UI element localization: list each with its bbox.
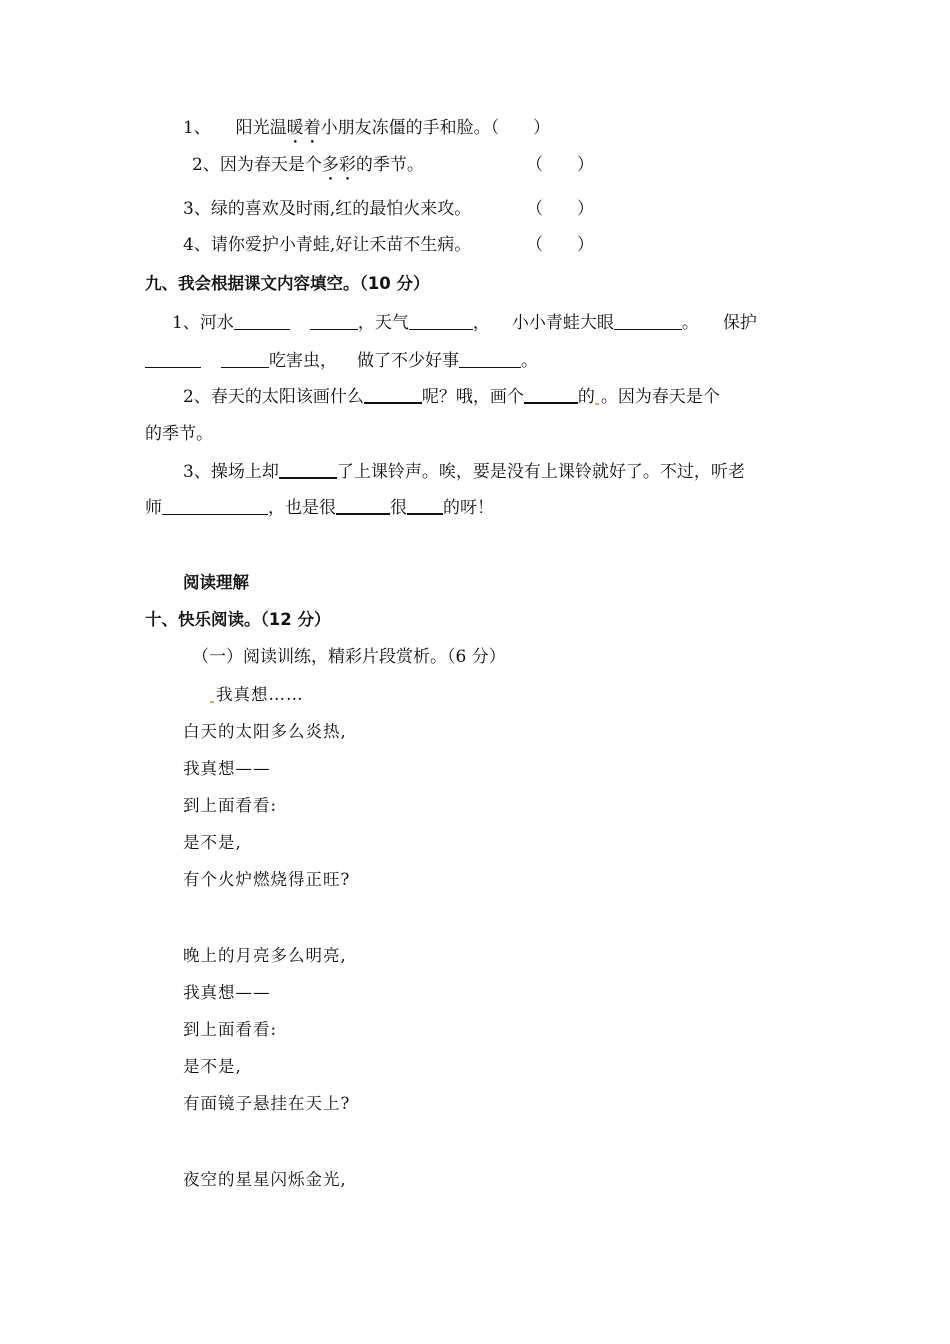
item-text: 请你爱护小青蛙,好让禾苗不生病。 xyxy=(210,235,472,255)
blank-input[interactable] xyxy=(364,386,422,404)
blank-input[interactable] xyxy=(234,313,290,330)
q3-text: 3、操场上却 xyxy=(183,462,279,482)
highlight-mark xyxy=(210,701,214,703)
q1-text: ，天气 xyxy=(357,313,409,333)
poem-line: 我真想—— xyxy=(183,983,271,1002)
blank-input[interactable] xyxy=(409,313,473,330)
poem-line: 到上面看看: xyxy=(183,796,278,815)
blank-input[interactable] xyxy=(221,351,269,368)
judge-item-4 xyxy=(183,234,471,256)
section-9-heading: 九、我会根据课文内容填空。（10 分） xyxy=(145,274,430,293)
q1-text: 。 xyxy=(681,313,699,333)
blank-input[interactable] xyxy=(279,461,337,479)
poem-line: 夜空的星星闪烁金光, xyxy=(183,1170,347,1189)
q1-text: 保护 xyxy=(722,313,757,333)
answer-bracket[interactable]: （ ） xyxy=(490,118,551,138)
q3-text: ，也是很 xyxy=(268,498,336,518)
item-number: 4、 xyxy=(183,235,211,255)
q3-text: 师 xyxy=(145,498,162,518)
q1-text: 做了不少好事 xyxy=(357,351,459,371)
fill-q3-line2 xyxy=(145,497,494,519)
q2-text: 。因为春天是个 xyxy=(600,387,720,407)
poem-line: 是不是, xyxy=(183,833,242,852)
fill-q2-line1 xyxy=(183,386,720,408)
blank-input[interactable] xyxy=(524,386,578,404)
q2-text: 2、春天的太阳该画什么 xyxy=(183,387,364,407)
q3-text: 了上课铃声。唉，要是没有上课铃就好了。不过，听老 xyxy=(336,462,745,482)
item-text-post: 的季节。 xyxy=(355,155,424,175)
item-dotted-word: 暖着 xyxy=(286,118,321,138)
blank-input[interactable] xyxy=(310,313,358,330)
q1-text: 小小青蛙大眼 xyxy=(511,313,614,333)
poem-line: 到上面看看: xyxy=(183,1020,278,1039)
fill-q1-line2 xyxy=(145,350,538,372)
judge-item-1 xyxy=(183,117,550,148)
q2-text: 的 xyxy=(577,387,595,407)
q1-text: 。 xyxy=(521,351,538,371)
blank-input[interactable] xyxy=(407,497,443,515)
poem-line: 有个火炉燃烧得正旺? xyxy=(183,870,351,889)
item-number: 1、 xyxy=(183,118,211,138)
q2-text: 呢？哦，画个 xyxy=(421,387,524,407)
answer-bracket[interactable]: （ ） xyxy=(526,235,594,255)
item-text: 绿的喜欢及时雨,红的最怕火来攻。 xyxy=(210,199,472,219)
q1-text: 吃害虫， xyxy=(269,351,337,371)
q1-text: 1、河水 xyxy=(172,313,234,333)
answer-bracket[interactable]: （ ） xyxy=(526,199,594,219)
poem-line: 我真想—— xyxy=(183,759,271,778)
fill-q2-line2: 的季节。 xyxy=(145,424,213,444)
item-text-pre: 阳光温 xyxy=(235,118,287,138)
reading-subheading: （一）阅读训练，精彩片段赏析。（6 分） xyxy=(192,647,506,667)
q3-text: 的呀！ xyxy=(443,498,494,518)
blank-input[interactable] xyxy=(614,313,682,330)
q1-text: ， xyxy=(472,313,490,333)
judge-item-2 xyxy=(192,154,424,185)
poem-title-text: 我真想…… xyxy=(216,685,304,704)
item-number: 3、 xyxy=(183,199,211,219)
blank-input[interactable] xyxy=(459,351,521,368)
q3-text: 很 xyxy=(390,498,407,518)
fill-q3-line1 xyxy=(183,461,745,483)
judge-item-3 xyxy=(183,198,471,220)
reading-label: 阅读理解 xyxy=(183,573,249,592)
section-10-heading: 十、快乐阅读。（12 分） xyxy=(145,610,331,629)
fill-q1-line1 xyxy=(172,312,757,334)
poem-line: 有面镜子悬挂在天上? xyxy=(183,1094,351,1113)
blank-input[interactable] xyxy=(145,351,201,368)
item-number: 2、 xyxy=(192,155,220,175)
poem-title xyxy=(210,684,304,706)
item-dotted-word: 多彩 xyxy=(321,155,356,175)
item-text-pre: 因为春天是个 xyxy=(219,155,322,175)
blank-input[interactable] xyxy=(336,497,390,515)
poem-line: 白天的太阳多么炎热, xyxy=(183,722,347,741)
blank-input[interactable] xyxy=(162,498,268,515)
highlight-mark xyxy=(595,403,599,405)
answer-bracket[interactable]: （ ） xyxy=(526,155,594,175)
poem-line: 晚上的月亮多么明亮, xyxy=(183,946,347,965)
poem-line: 是不是, xyxy=(183,1057,242,1076)
item-text-post: 小朋友冻僵的手和脸。 xyxy=(320,118,491,138)
